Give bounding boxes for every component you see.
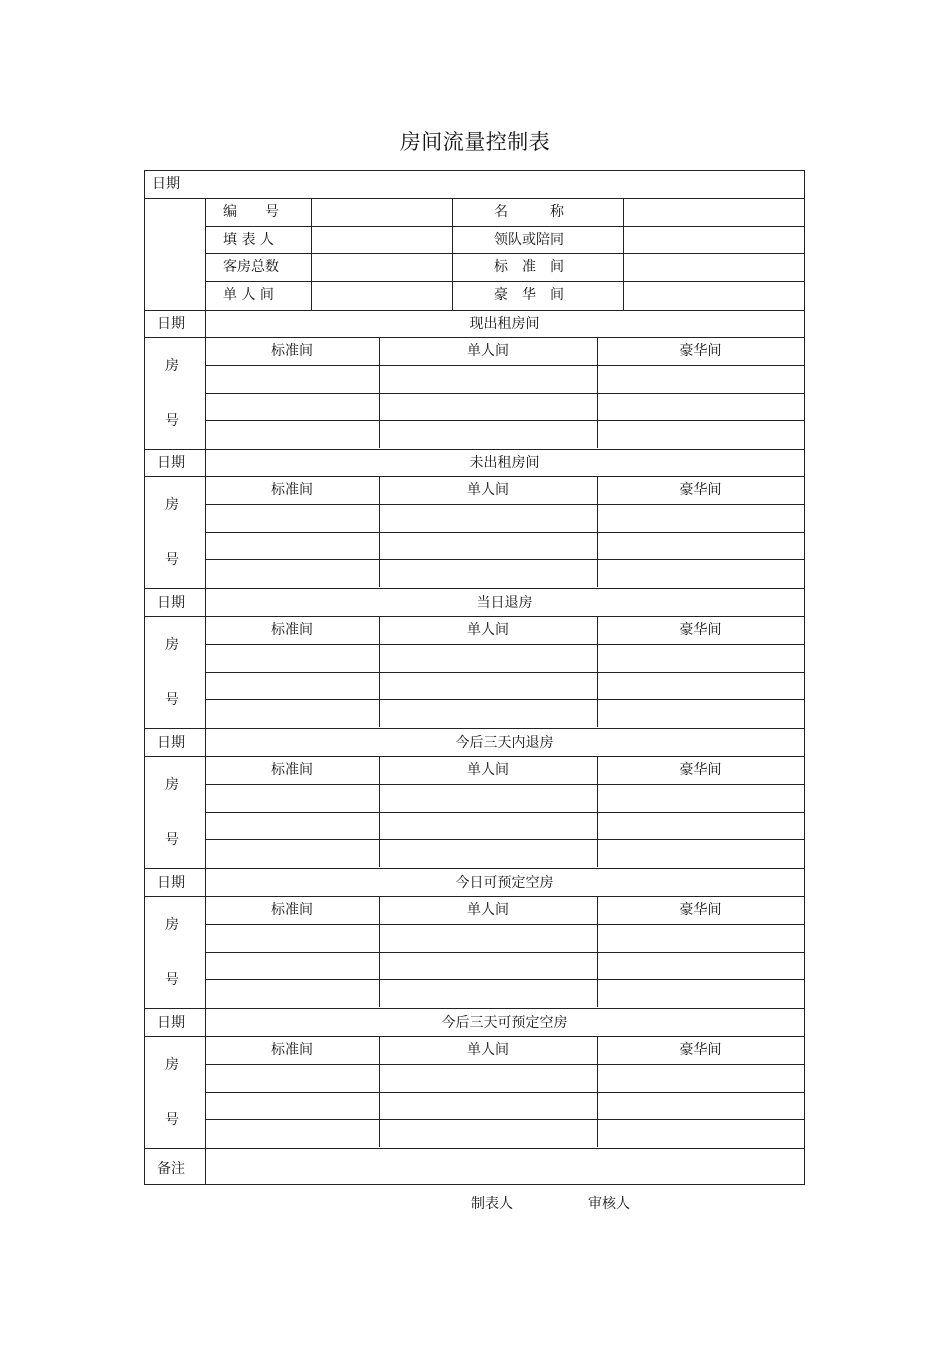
column-header: 单人间 <box>467 343 509 359</box>
room-label-char: 房 <box>165 777 179 793</box>
section-title: 未出租房间 <box>469 455 540 471</box>
room-label-char: 房 <box>165 358 179 374</box>
field-label-guide: 领队或陪同 <box>494 232 564 248</box>
column-header: 标准间 <box>271 343 313 359</box>
section-title: 现出租房间 <box>469 316 540 332</box>
number-label-char: 号 <box>165 413 179 429</box>
column-header: 豪华间 <box>679 482 722 498</box>
footer-maker: 制表人 <box>471 1196 513 1212</box>
column-header: 标准间 <box>271 902 313 918</box>
section-date-label: 日期 <box>157 316 185 332</box>
section-title: 今后三天可预定空房 <box>441 1015 568 1031</box>
remarks-label: 备注 <box>157 1161 185 1177</box>
section-title: 今后三天内退房 <box>455 735 554 751</box>
field-label-number: 编 号 <box>223 204 279 220</box>
number-label-char: 号 <box>165 972 179 988</box>
room-label-char: 房 <box>165 1057 179 1073</box>
footer-reviewer: 审核人 <box>588 1196 630 1212</box>
room-label-char: 房 <box>165 917 179 933</box>
column-header: 标准间 <box>271 482 313 498</box>
column-header: 单人间 <box>467 482 509 498</box>
section-date-label: 日期 <box>157 875 185 891</box>
number-label-char: 号 <box>165 832 179 848</box>
section-date-label: 日期 <box>157 735 185 751</box>
column-header: 单人间 <box>467 902 509 918</box>
field-label-single-room: 单 人 间 <box>223 287 274 303</box>
column-header: 豪华间 <box>679 343 722 359</box>
column-header: 单人间 <box>467 622 509 638</box>
number-label-char: 号 <box>165 552 179 568</box>
column-header: 单人间 <box>467 762 509 778</box>
column-header: 豪华间 <box>679 1042 722 1058</box>
section-date-label: 日期 <box>157 455 185 471</box>
section-title: 今日可预定空房 <box>455 875 554 891</box>
column-header: 豪华间 <box>679 902 722 918</box>
field-label-name: 名 称 <box>494 204 564 220</box>
room-flow-table <box>144 170 805 1185</box>
field-label-standard-room: 标 准 间 <box>494 259 564 275</box>
column-header: 标准间 <box>271 1042 313 1058</box>
section-date-label: 日期 <box>157 595 185 611</box>
field-label-total-rooms: 客房总数 <box>223 259 279 275</box>
field-label-deluxe-room: 豪 华 间 <box>494 287 564 303</box>
header-date-label: 日期 <box>152 176 180 192</box>
column-header: 标准间 <box>271 622 313 638</box>
number-label-char: 号 <box>165 692 179 708</box>
page-title: 房间流量控制表 <box>399 130 551 154</box>
room-label-char: 房 <box>165 637 179 653</box>
field-label-filler: 填 表 人 <box>223 232 274 248</box>
column-header: 豪华间 <box>679 622 722 638</box>
room-label-char: 房 <box>165 497 179 513</box>
column-header: 单人间 <box>467 1042 509 1058</box>
section-date-label: 日期 <box>157 1015 185 1031</box>
number-label-char: 号 <box>165 1112 179 1128</box>
column-header: 标准间 <box>271 762 313 778</box>
section-title: 当日退房 <box>476 595 533 611</box>
column-header: 豪华间 <box>679 762 722 778</box>
